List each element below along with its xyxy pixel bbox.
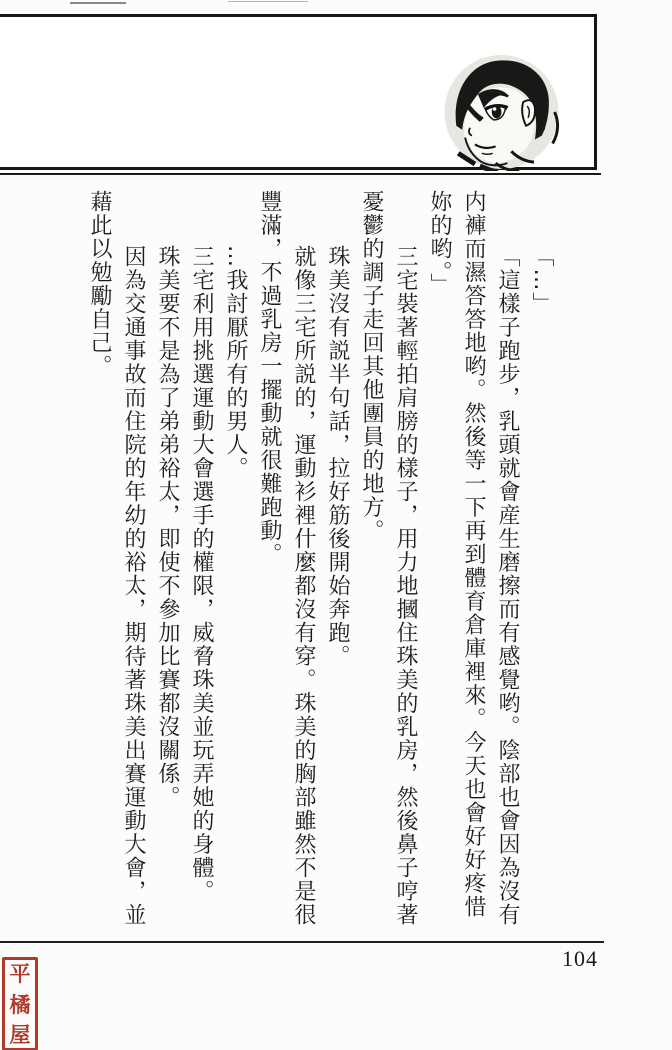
page-number: 104 xyxy=(562,946,598,971)
girl-face-illustration xyxy=(442,53,561,171)
story-text xyxy=(66,190,558,932)
story-paragraph: 三宅利用挑選運動大會選手的權限，威脅珠美並玩弄她的身體。 xyxy=(189,245,214,903)
publisher-seal xyxy=(2,957,38,1050)
panel-shadow-line xyxy=(0,173,601,175)
story-paragraph: 「…」 xyxy=(529,245,554,316)
footer-rule xyxy=(0,941,604,943)
story-paragraph: 三宅裝著輕拍肩膀的樣子，用力地摑住珠美的乳房，然後鼻子哼著憂鬱的調子走回其他團員的地方。 xyxy=(359,190,418,927)
story-paragraph: …我討厭所有的男人。 xyxy=(223,245,248,480)
seal-char: 屋 xyxy=(9,1022,31,1047)
story-paragraph: 「這樣子跑步，乳頭就會産生磨擦而有感覺哟。陰部也會因為沒有内褲而濕答答地哟。然後等一下再到體育倉庫裡來。今天也會好好疼惜妳的哟。」 xyxy=(427,190,520,927)
story-paragraph: 就像三宅所説的，運動衫裡什麼都沒有穿。珠美的胸部雖然不是很豐滿，不過乳房一擺動就很難跑動。 xyxy=(257,190,316,927)
seal-char: 橘 xyxy=(9,991,31,1017)
story-paragraph: 因為交通事故而住院的年幼的裕太，期待著珠美出賽運動大會，並藉此以勉勵自己。 xyxy=(87,190,146,927)
seal-char: 平 xyxy=(9,961,31,986)
story-paragraph: 珠美要不是為了弟弟裕太，即使不參加比賽都沒關係。 xyxy=(155,245,180,809)
scan-artifact-line xyxy=(228,1,308,2)
story-paragraph: 珠美沒有説半句話，拉好筋後開始奔跑。 xyxy=(325,245,350,668)
comic-panel xyxy=(0,14,597,170)
scan-artifact-line xyxy=(70,2,126,4)
